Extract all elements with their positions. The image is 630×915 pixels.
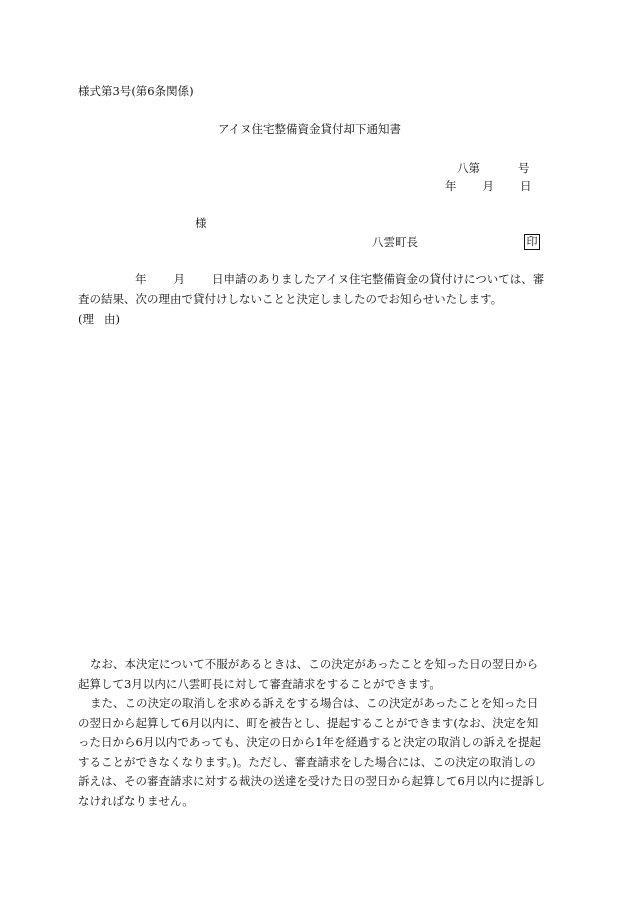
notice-month: 月 (173, 272, 185, 286)
addressee: 様 (195, 216, 207, 230)
form-number: 様式第3号(第6条関係) (78, 84, 194, 98)
appeal-note-line: の翌日から起算して6月以内に、町を被告とし、提起することができます(なお、決定を知 (78, 715, 539, 730)
appeal-note-line: った日から6月以内であっても、決定の日から1年を経過すると決定の取消しの訴えを提起 (78, 735, 542, 749)
appeal-note-line: また、この決定の取消しを求める訴えをする場合は、この決定があったことを知った日 (90, 696, 539, 710)
seal-mark: 印 (524, 234, 540, 250)
sender-name: 八雲町長 (372, 235, 418, 249)
appeal-note-line: なお、本決定について不服があるときは、この決定があったことを知った日の翌日から (90, 657, 539, 671)
appeal-note-line: 訴えは、その審査請求に対する裁決の送達を受けた日の翌日から起算して6月以内に提訴し (78, 774, 546, 788)
issue-date-day: 日 (520, 179, 532, 193)
reason-label-close: 由) (104, 312, 120, 326)
issue-date (445, 181, 532, 193)
notice-line-1-text: 日申請のありましたアイヌ住宅整備資金の貸付けについては、審 (212, 272, 545, 286)
reference-number (457, 163, 530, 175)
appeal-note (78, 655, 558, 811)
appeal-note-line: なければなりません。 (78, 793, 194, 808)
notice-line-1 (135, 274, 544, 286)
issue-date-month: 月 (482, 179, 494, 193)
document-title: アイヌ住宅整備資金貸付却下通知書 (218, 122, 401, 136)
reason-label (78, 314, 120, 326)
appeal-note-line: 起算して3月以内に八雲町長に対して審査請求をすることができます。 (78, 676, 441, 691)
appeal-note-line: することができなくなります。)。ただし、審査請求をした場合には、この決定の取消しの (78, 754, 536, 769)
issue-date-year: 年 (445, 179, 457, 193)
reference-suffix: 号 (518, 161, 530, 175)
notice-line-2: 査の結果、次の理由で貸付けしないことと決定しましたのでお知らせいたします。 (78, 292, 503, 306)
reason-label-open: (理 (78, 312, 94, 326)
notice-year: 年 (135, 272, 147, 286)
reference-prefix: 八第 (457, 161, 480, 175)
